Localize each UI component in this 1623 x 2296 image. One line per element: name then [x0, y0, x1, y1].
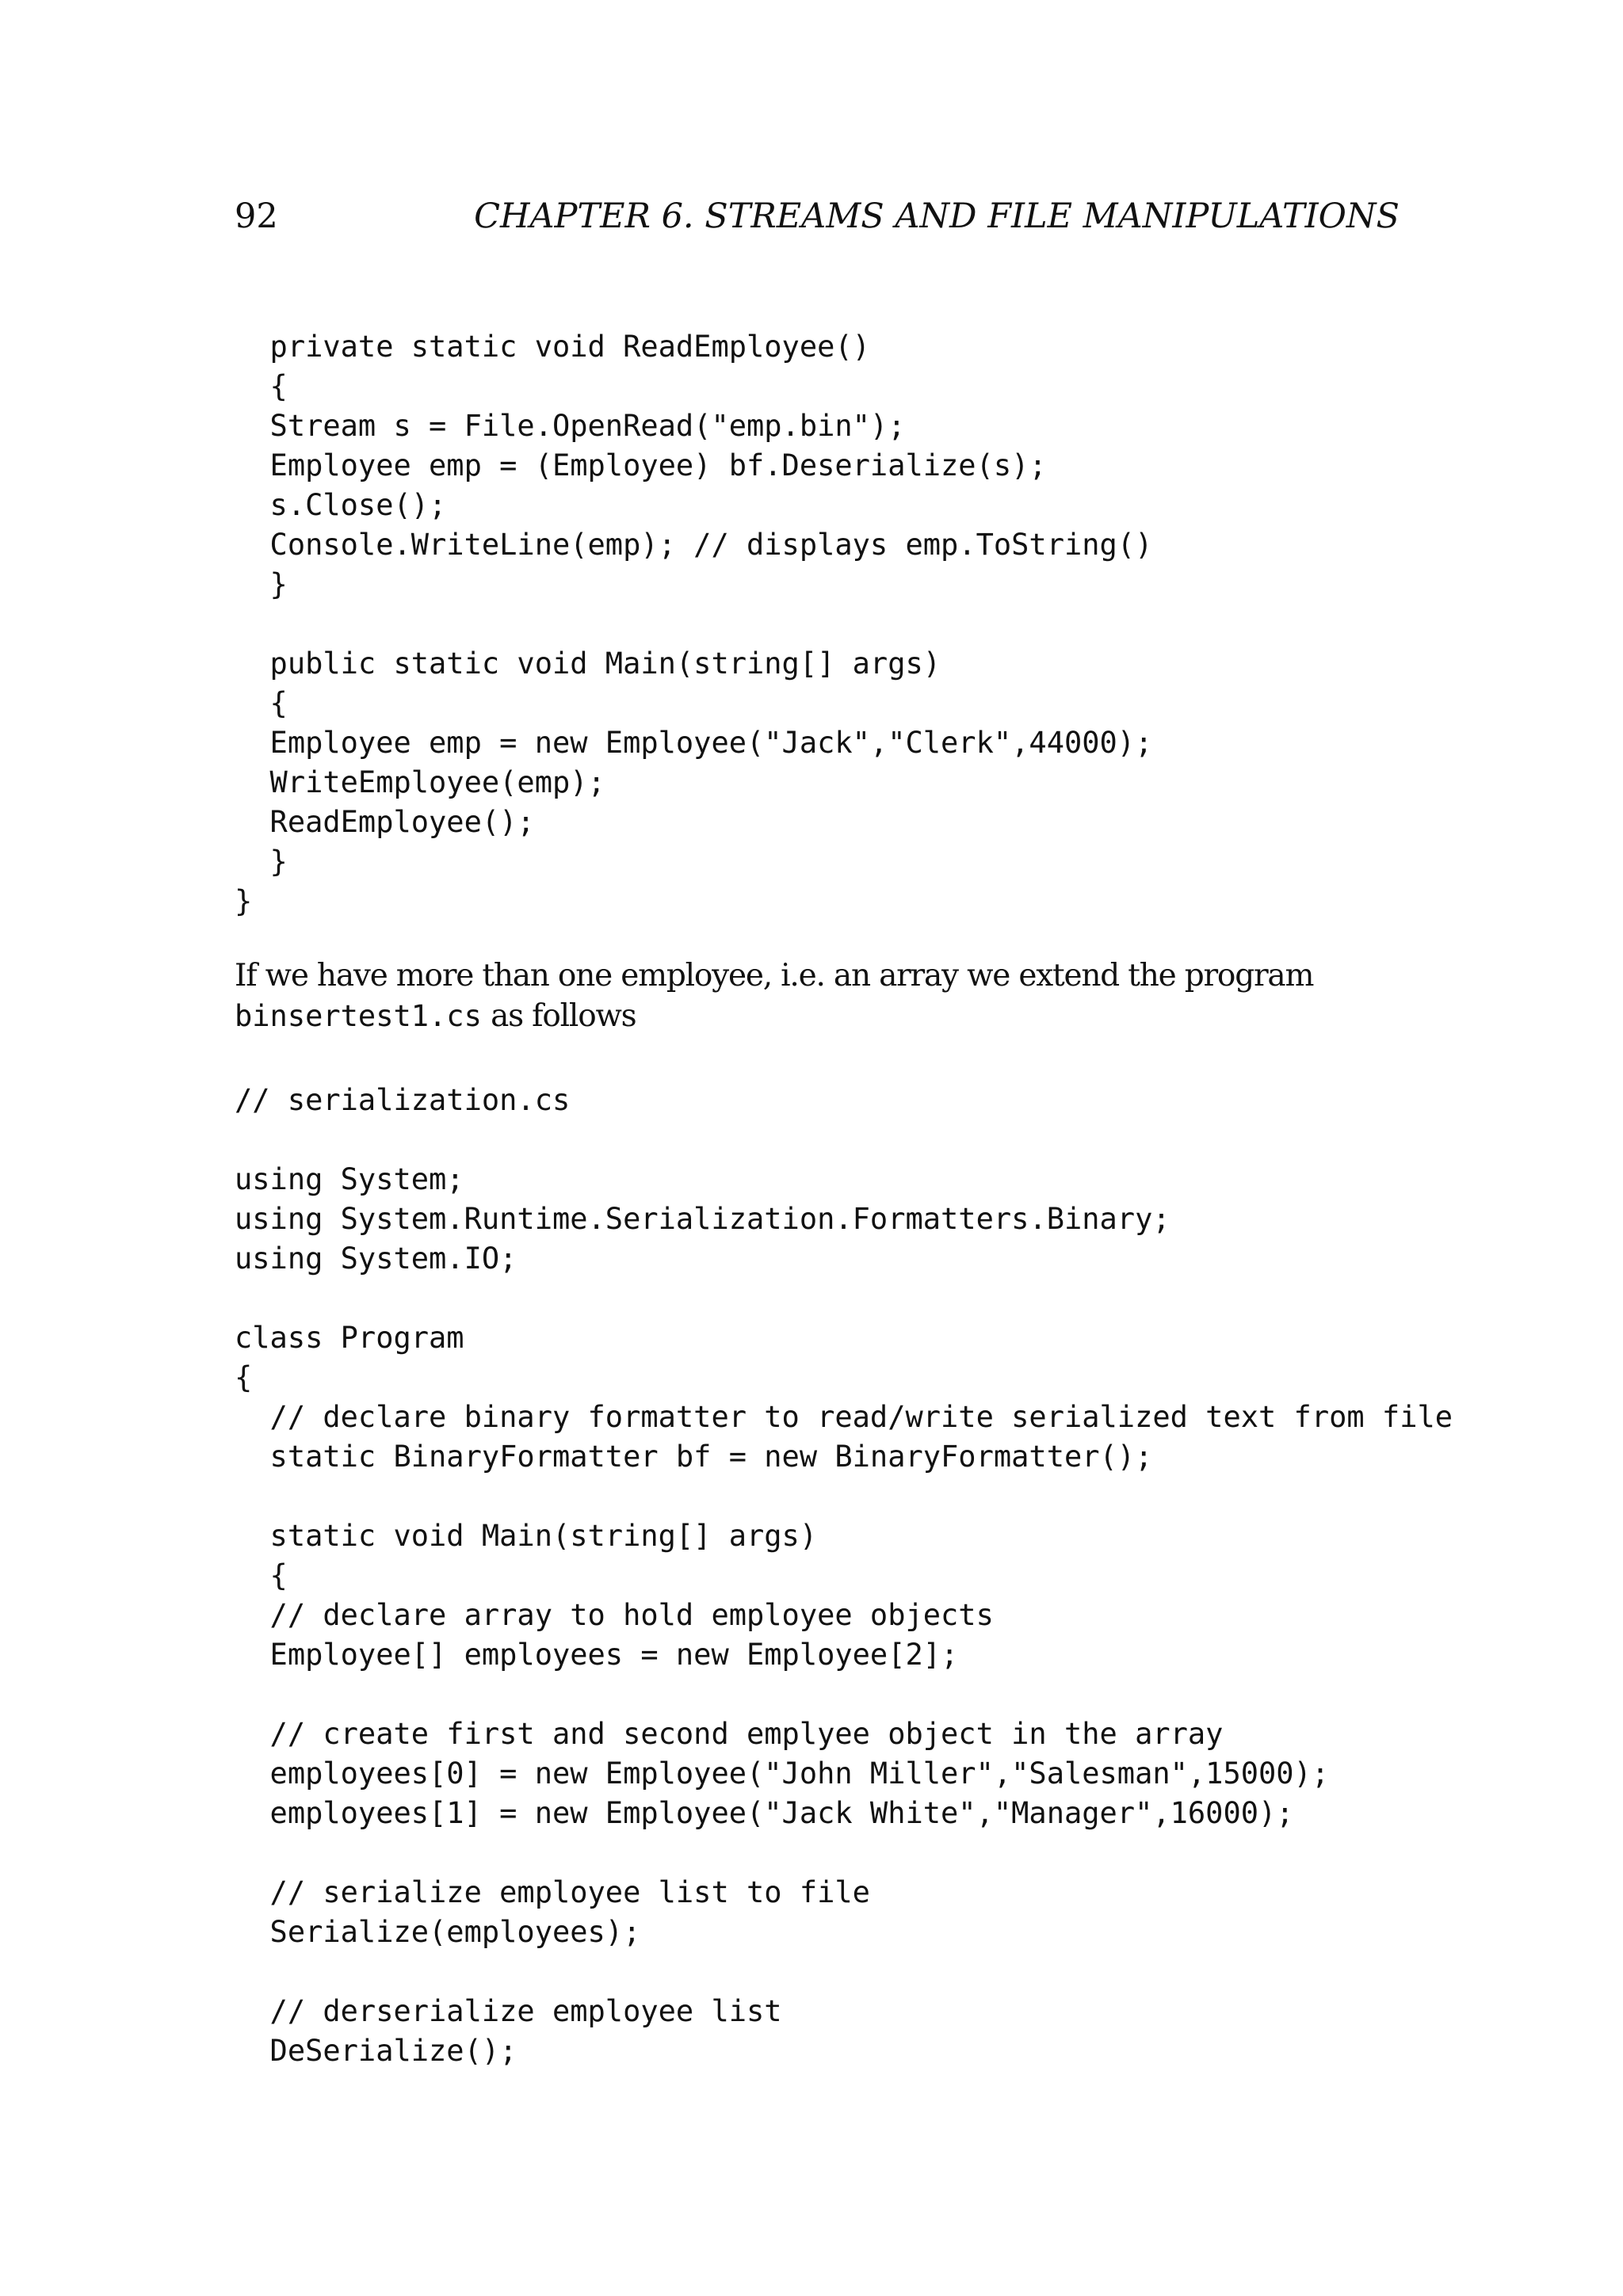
code-block-read-employee: private static void ReadEmployee() { Stream s = File.OpenRead("emp.bin"); Employee emp = (Employee) bf.Deserialize(s); s.Close(); Console.WriteLine(emp); // displays emp.ToString() } public static void Main(string[] args) { Employee emp = new Employee("Jack","Clerk",44000); WriteEmployee(emp); ReadEmployee(); } }	[235, 330, 1153, 918]
inline-code-filename: binsertest1.cs	[235, 999, 482, 1033]
code-block-serialization: // serialization.cs using System; using System.Runtime.Serialization.Formatters.Binary; using System.IO; class Program { // declare binary formatter to read/write serialized text from file static BinaryFormatter bf = new BinaryFormatter(); static void Main(string[] args) { // declare array to hold employee objects Employee[] employees = new Employee[2]; // create first and second emplyee object in the array employees[0] = new Employee("John Miller","Salesman",15000); employees[1] = new Employee("Jack White","Manager",16000); // serialize employee list to file Serialize(employees); // derserialize employee list DeSerialize();	[235, 1083, 1453, 2068]
body-paragraph	[235, 955, 1471, 1036]
page-number: 92	[235, 196, 278, 236]
paragraph-text-after: as follows	[481, 998, 636, 1034]
paragraph-text-before: If we have more than one employee, i.e. an array we extend the program	[235, 958, 1314, 994]
chapter-title: CHAPTER 6. STREAMS AND FILE MANIPULATIONS	[474, 196, 1400, 236]
page-header	[235, 196, 1400, 241]
